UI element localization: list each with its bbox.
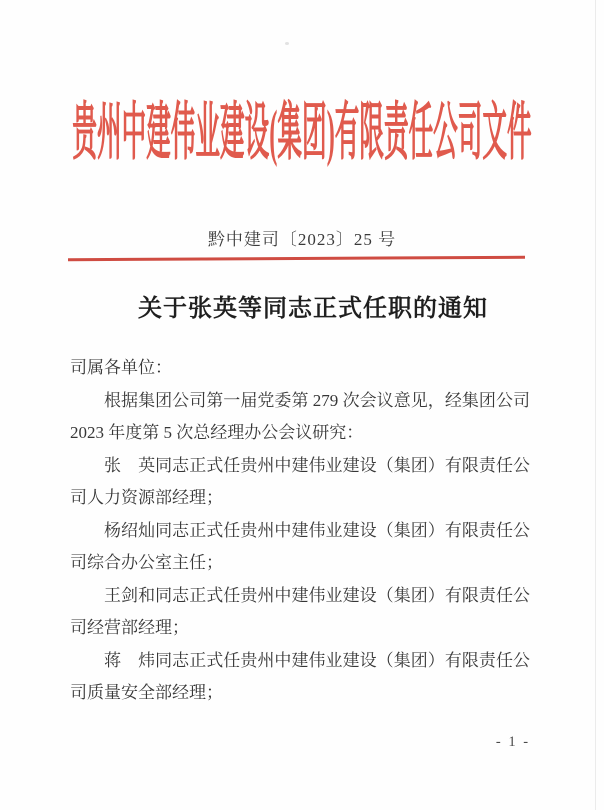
letterhead-banner	[0, 98, 604, 169]
salutation: 司属各单位：	[70, 358, 172, 377]
document-body	[70, 352, 530, 710]
scan-edge-artifact	[595, 0, 596, 810]
body-paragraph: 杨绍灿同志正式任贵州中建伟业建设（集团）有限责任公司综合办公室主任；	[70, 520, 530, 572]
page-number: - 1 -	[495, 734, 531, 750]
letterhead-title: 贵州中建伟业建设(集团)有限责任公司文件	[72, 98, 532, 169]
document-reference-number: 黔中建司〔2023〕25 号	[207, 230, 397, 249]
scan-speck-artifact	[285, 42, 289, 45]
body-paragraph: 张 英同志正式任贵州中建伟业建设（集团）有限责任公司人力资源部经理；	[70, 455, 530, 507]
red-divider-line	[68, 256, 525, 261]
body-paragraph: 根据集团公司第一届党委第 279 次会议意见，经集团公司 2023 年度第 5 次总经理办公会议研究：	[70, 390, 530, 442]
body-paragraph: 王剑和同志正式任贵州中建伟业建设（集团）有限责任公司经营部经理；	[70, 585, 530, 637]
document-title: 关于张英等同志正式任职的通知	[138, 296, 488, 322]
body-paragraph: 蒋 炜同志正式任贵州中建伟业建设（集团）有限责任公司质量安全部经理；	[70, 650, 530, 702]
